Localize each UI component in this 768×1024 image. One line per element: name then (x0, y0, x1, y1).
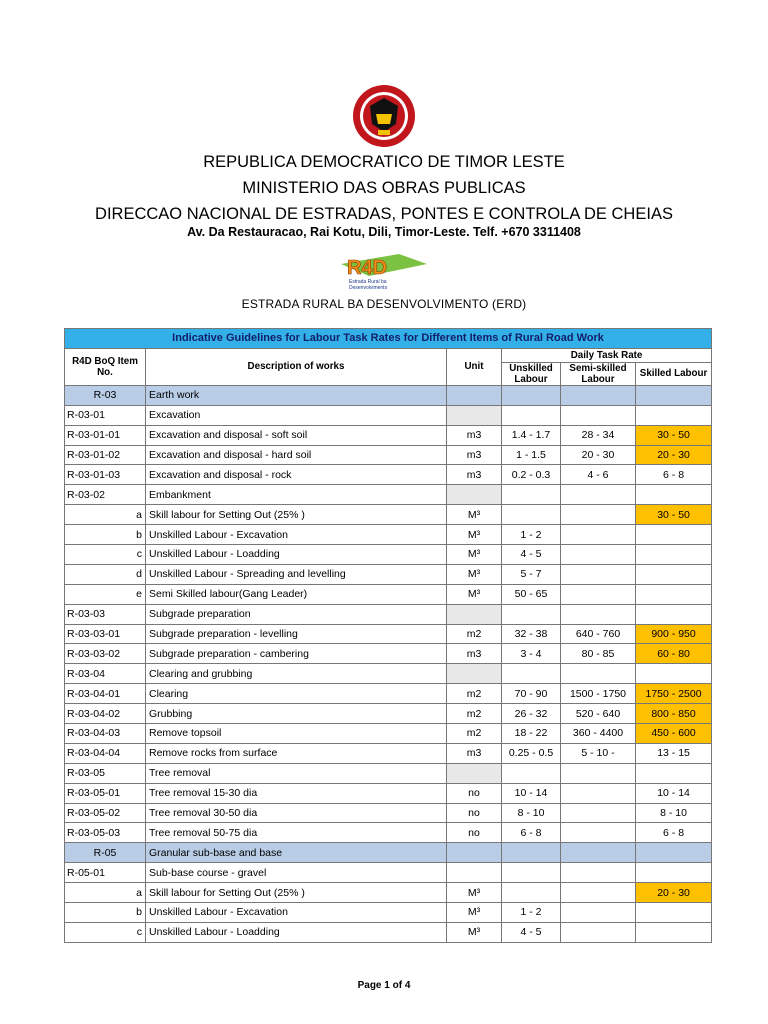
skilled-rate-cell (636, 843, 712, 863)
item-code-cell: R-03-04-04 (65, 743, 146, 763)
table-row (65, 743, 712, 763)
col-header-unit: Unit (447, 348, 502, 385)
skilled-rate-cell: 20 - 30 (636, 883, 712, 903)
program-title: ESTRADA RURAL BA DESENVOLVIMENTO (ERD) (241, 297, 527, 311)
item-code-cell: R-05-01 (65, 863, 146, 883)
unit-cell: M³ (447, 903, 502, 923)
unit-cell: m3 (447, 445, 502, 465)
table-row (65, 922, 712, 942)
unit-cell (447, 385, 502, 405)
item-code-cell: c (65, 922, 146, 942)
semi-skilled-rate-cell (561, 903, 636, 923)
description-cell: Remove topsoil (146, 724, 447, 744)
skilled-rate-cell (636, 664, 712, 684)
unskilled-rate-cell: 6 - 8 (502, 823, 561, 843)
item-code-cell: R-03-01 (65, 405, 146, 425)
unit-cell (447, 863, 502, 883)
col-header-description: Description of works (146, 348, 447, 385)
semi-skilled-rate-cell: 360 - 4400 (561, 724, 636, 744)
unskilled-rate-cell: 5 - 7 (502, 564, 561, 584)
semi-skilled-rate-cell (561, 883, 636, 903)
description-cell: Unskilled Labour - Loadding (146, 922, 447, 942)
table-row (65, 803, 712, 823)
unit-cell (447, 664, 502, 684)
semi-skilled-rate-cell (561, 545, 636, 565)
skilled-rate-cell (636, 763, 712, 783)
table-row (65, 823, 712, 843)
skilled-rate-cell (636, 863, 712, 883)
unit-cell: m2 (447, 684, 502, 704)
description-cell: Tree removal 50-75 dia (146, 823, 447, 843)
item-code-cell: R-03 (65, 385, 146, 405)
item-code-cell: R-03-03 (65, 604, 146, 624)
semi-skilled-rate-cell (561, 803, 636, 823)
unit-cell: M³ (447, 545, 502, 565)
labour-task-rate-table (64, 328, 712, 943)
table-row (65, 863, 712, 883)
col-header-unskilled: Unskilled Labour (502, 362, 561, 385)
description-cell: Tree removal 30-50 dia (146, 803, 447, 823)
semi-skilled-rate-cell: 640 - 760 (561, 624, 636, 644)
semi-skilled-rate-cell: 28 - 34 (561, 425, 636, 445)
description-cell: Excavation (146, 405, 447, 425)
description-cell: Clearing (146, 684, 447, 704)
description-cell: Unskilled Labour - Excavation (146, 903, 447, 923)
item-code-cell: R-03-05-03 (65, 823, 146, 843)
skilled-rate-cell (636, 903, 712, 923)
description-cell: Skill labour for Setting Out (25% ) (146, 505, 447, 525)
table-row (65, 425, 712, 445)
header-country: REPUBLICA DEMOCRATICO DE TIMOR LESTE (203, 153, 565, 171)
item-code-cell: R-03-03-01 (65, 624, 146, 644)
description-cell: Unskilled Labour - Spreading and levelling (146, 564, 447, 584)
skilled-rate-cell: 30 - 50 (636, 425, 712, 445)
semi-skilled-rate-cell: 5 - 10 - (561, 743, 636, 763)
description-cell: Sub-base course - gravel (146, 863, 447, 883)
skilled-rate-cell: 10 - 14 (636, 783, 712, 803)
unskilled-rate-cell (502, 863, 561, 883)
semi-skilled-rate-cell: 4 - 6 (561, 465, 636, 485)
skilled-rate-cell: 20 - 30 (636, 445, 712, 465)
svg-text:Estrada Rural ba: Estrada Rural ba (349, 279, 387, 285)
semi-skilled-rate-cell (561, 763, 636, 783)
table-row (65, 405, 712, 425)
unit-cell: m2 (447, 704, 502, 724)
description-cell: Skill labour for Setting Out (25% ) (146, 883, 447, 903)
semi-skilled-rate-cell (561, 505, 636, 525)
skilled-rate-cell (636, 584, 712, 604)
description-cell: Subgrade preparation (146, 604, 447, 624)
unskilled-rate-cell: 18 - 22 (502, 724, 561, 744)
skilled-rate-cell (636, 545, 712, 565)
item-code-cell: d (65, 564, 146, 584)
semi-skilled-rate-cell (561, 922, 636, 942)
semi-skilled-rate-cell (561, 664, 636, 684)
unskilled-rate-cell: 4 - 5 (502, 545, 561, 565)
header-ministry: MINISTERIO DAS OBRAS PUBLICAS (242, 179, 526, 197)
description-cell: Embankment (146, 485, 447, 505)
item-code-cell: R-03-03-02 (65, 644, 146, 664)
description-cell: Earth work (146, 385, 447, 405)
table-row (65, 465, 712, 485)
item-code-cell: R-03-04 (65, 664, 146, 684)
table-row (65, 704, 712, 724)
description-cell: Unskilled Labour - Excavation (146, 525, 447, 545)
unskilled-rate-cell: 1.4 - 1.7 (502, 425, 561, 445)
semi-skilled-rate-cell: 20 - 30 (561, 445, 636, 465)
description-cell: Remove rocks from surface (146, 743, 447, 763)
unit-cell: M³ (447, 922, 502, 942)
table-row (65, 883, 712, 903)
unit-cell: m3 (447, 743, 502, 763)
col-header-item: R4D BoQ Item No. (65, 348, 146, 385)
item-code-cell: c (65, 545, 146, 565)
item-code-cell: R-03-02 (65, 485, 146, 505)
unit-cell: M³ (447, 525, 502, 545)
header-directorate: DIRECCAO NACIONAL DE ESTRADAS, PONTES E CONTROLA DE CHEIAS (95, 205, 673, 223)
unskilled-rate-cell (502, 664, 561, 684)
semi-skilled-rate-cell: 520 - 640 (561, 704, 636, 724)
description-cell: Subgrade preparation - cambering (146, 644, 447, 664)
skilled-rate-cell (636, 604, 712, 624)
item-code-cell: b (65, 903, 146, 923)
table-row (65, 664, 712, 684)
unskilled-rate-cell: 70 - 90 (502, 684, 561, 704)
unit-cell: m2 (447, 624, 502, 644)
table-row (65, 783, 712, 803)
unskilled-rate-cell (502, 763, 561, 783)
semi-skilled-rate-cell (561, 604, 636, 624)
skilled-rate-cell (636, 385, 712, 405)
table-row (65, 624, 712, 644)
item-code-cell: R-03-01-02 (65, 445, 146, 465)
description-cell: Excavation and disposal - rock (146, 465, 447, 485)
skilled-rate-cell: 30 - 50 (636, 505, 712, 525)
skilled-rate-cell (636, 405, 712, 425)
unit-cell: M³ (447, 883, 502, 903)
description-cell: Tree removal (146, 763, 447, 783)
table-row (65, 604, 712, 624)
description-cell: Tree removal 15-30 dia (146, 783, 447, 803)
unskilled-rate-cell: 50 - 65 (502, 584, 561, 604)
unit-cell: M³ (447, 564, 502, 584)
semi-skilled-rate-cell (561, 783, 636, 803)
unit-cell (447, 405, 502, 425)
table-row (65, 525, 712, 545)
unit-cell: m3 (447, 644, 502, 664)
skilled-rate-cell: 13 - 15 (636, 743, 712, 763)
table-row (65, 903, 712, 923)
unskilled-rate-cell: 1 - 2 (502, 903, 561, 923)
description-cell: Semi Skilled labour(Gang Leader) (146, 584, 447, 604)
semi-skilled-rate-cell (561, 863, 636, 883)
table-row (65, 445, 712, 465)
unit-cell: M³ (447, 505, 502, 525)
semi-skilled-rate-cell (561, 564, 636, 584)
description-cell: Clearing and grubbing (146, 664, 447, 684)
unit-cell (447, 763, 502, 783)
description-cell: Granular sub-base and base (146, 843, 447, 863)
table-row (65, 564, 712, 584)
semi-skilled-rate-cell: 1500 - 1750 (561, 684, 636, 704)
unskilled-rate-cell (502, 505, 561, 525)
item-code-cell: R-03-04-03 (65, 724, 146, 744)
col-header-daily-task-rate: Daily Task Rate (502, 348, 712, 362)
semi-skilled-rate-cell: 80 - 85 (561, 644, 636, 664)
unskilled-rate-cell: 32 - 38 (502, 624, 561, 644)
skilled-rate-cell (636, 485, 712, 505)
unskilled-rate-cell: 26 - 32 (502, 704, 561, 724)
item-code-cell: R-03-04-01 (65, 684, 146, 704)
table-row (65, 644, 712, 664)
semi-skilled-rate-cell (561, 525, 636, 545)
description-cell: Unskilled Labour - Loadding (146, 545, 447, 565)
semi-skilled-rate-cell (561, 843, 636, 863)
description-cell: Subgrade preparation - levelling (146, 624, 447, 644)
r4d-logo (339, 250, 429, 294)
table-row (65, 584, 712, 604)
item-code-cell: R-03-05-01 (65, 783, 146, 803)
unit-cell: no (447, 783, 502, 803)
semi-skilled-rate-cell (561, 385, 636, 405)
semi-skilled-rate-cell (561, 584, 636, 604)
unskilled-rate-cell (502, 843, 561, 863)
skilled-rate-cell (636, 922, 712, 942)
unskilled-rate-cell: 3 - 4 (502, 644, 561, 664)
svg-text:R4D: R4D (347, 257, 388, 279)
skilled-rate-cell: 900 - 950 (636, 624, 712, 644)
item-code-cell: e (65, 584, 146, 604)
skilled-rate-cell: 60 - 80 (636, 644, 712, 664)
national-emblem-logo (336, 84, 432, 148)
description-cell: Excavation and disposal - soft soil (146, 425, 447, 445)
item-code-cell: b (65, 525, 146, 545)
item-code-cell: R-03-04-02 (65, 704, 146, 724)
item-code-cell: R-03-05-02 (65, 803, 146, 823)
item-code-cell: R-05 (65, 843, 146, 863)
item-code-cell: a (65, 883, 146, 903)
unskilled-rate-cell: 4 - 5 (502, 922, 561, 942)
table-row (65, 505, 712, 525)
unskilled-rate-cell: 10 - 14 (502, 783, 561, 803)
skilled-rate-cell: 6 - 8 (636, 465, 712, 485)
table-row (65, 684, 712, 704)
unit-cell: m3 (447, 465, 502, 485)
col-header-skilled: Skilled Labour (636, 362, 712, 385)
unit-cell (447, 843, 502, 863)
table-row (65, 724, 712, 744)
section-row (65, 385, 712, 405)
unskilled-rate-cell: 0.25 - 0.5 (502, 743, 561, 763)
item-code-cell: R-03-05 (65, 763, 146, 783)
description-cell: Grubbing (146, 704, 447, 724)
unit-cell: m2 (447, 724, 502, 744)
item-code-cell: R-03-01-01 (65, 425, 146, 445)
unskilled-rate-cell: 1 - 1.5 (502, 445, 561, 465)
semi-skilled-rate-cell (561, 823, 636, 843)
semi-skilled-rate-cell (561, 485, 636, 505)
unskilled-rate-cell (502, 385, 561, 405)
skilled-rate-cell: 8 - 10 (636, 803, 712, 823)
unit-cell: no (447, 823, 502, 843)
skilled-rate-cell: 6 - 8 (636, 823, 712, 843)
unit-cell: M³ (447, 584, 502, 604)
unit-cell (447, 604, 502, 624)
skilled-rate-cell: 450 - 600 (636, 724, 712, 744)
unskilled-rate-cell: 1 - 2 (502, 525, 561, 545)
unskilled-rate-cell: 8 - 10 (502, 803, 561, 823)
unit-cell: no (447, 803, 502, 823)
page-number: Page 1 of 4 (357, 980, 411, 991)
description-cell: Excavation and disposal - hard soil (146, 445, 447, 465)
table-row (65, 545, 712, 565)
semi-skilled-rate-cell (561, 405, 636, 425)
table-title: Indicative Guidelines for Labour Task Rates for Different Items of Rural Road Work (65, 329, 712, 349)
unit-cell: m3 (447, 425, 502, 445)
unskilled-rate-cell (502, 405, 561, 425)
col-header-semi-skilled: Semi-skilled Labour (561, 362, 636, 385)
unit-cell (447, 485, 502, 505)
skilled-rate-cell: 1750 - 2500 (636, 684, 712, 704)
svg-text:Desenvolvimento: Desenvolvimento (349, 285, 388, 291)
unskilled-rate-cell (502, 883, 561, 903)
unskilled-rate-cell: 0.2 - 0.3 (502, 465, 561, 485)
skilled-rate-cell (636, 564, 712, 584)
unskilled-rate-cell (502, 604, 561, 624)
table-row (65, 485, 712, 505)
skilled-rate-cell: 800 - 850 (636, 704, 712, 724)
header-address: Av. Da Restauracao, Rai Kotu, Dili, Timor-Leste. Telf. +670 3311408 (187, 225, 581, 239)
section-row (65, 843, 712, 863)
item-code-cell: a (65, 505, 146, 525)
table-row (65, 763, 712, 783)
unskilled-rate-cell (502, 485, 561, 505)
item-code-cell: R-03-01-03 (65, 465, 146, 485)
skilled-rate-cell (636, 525, 712, 545)
